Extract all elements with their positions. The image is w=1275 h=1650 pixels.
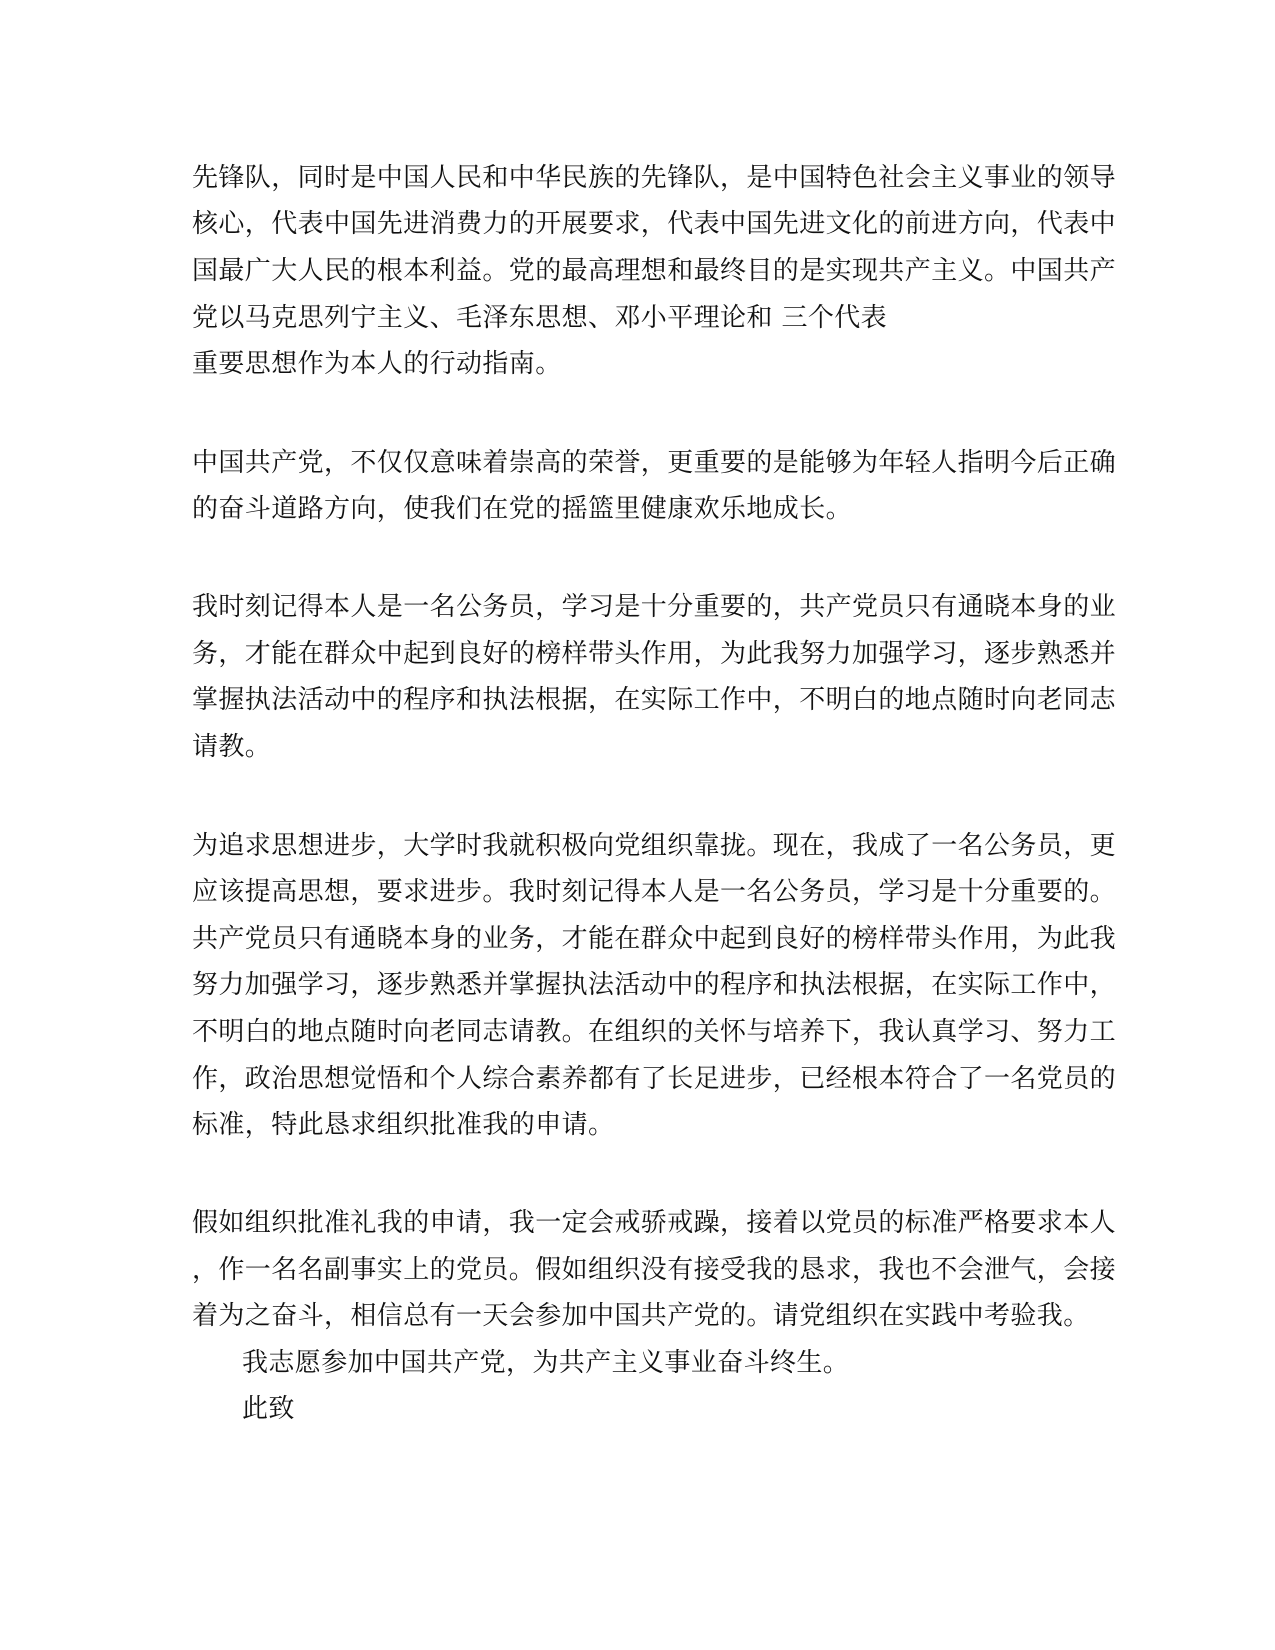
paragraph-1-line-1: 先锋队，同时是中国人民和中华民族的先锋队，是中国特色社会主义事业的领导 [192, 163, 1117, 193]
paragraph-3-line-2: 务，才能在群众中起到良好的榜样带头作用，为此我努力加强学习，逐步熟悉并 [192, 639, 1117, 669]
paragraph-3-line-3: 掌握执法活动中的程序和执法根据，在实际工作中，不明白的地点随时向老同志 [192, 685, 1117, 715]
paragraph-4-line-2: 应该提高思想，要求进步。我时刻记得本人是一名公务员，学习是十分重要的。 [192, 877, 1117, 907]
closing-salutation: 此致 [242, 1394, 295, 1424]
paragraph-4-line-1: 为追求思想进步，大学时我就积极向党组织靠拢。现在，我成了一名公务员，更 [192, 831, 1117, 861]
paragraph-1-line-2: 核心，代表中国先进消费力的开展要求，代表中国先进文化的前进方向，代表中 [192, 209, 1117, 239]
paragraph-5-line-2: ，作一名名副事实上的党员。假如组织没有接受我的恳求，我也不会泄气，会接 [192, 1255, 1117, 1285]
paragraph-4-line-4: 努力加强学习，逐步熟悉并掌握执法活动中的程序和执法根据，在实际工作中， [192, 970, 1117, 1000]
paragraph-4-line-6: 作，政治思想觉悟和个人综合素养都有了长足进步，已经根本符合了一名党员的 [192, 1064, 1117, 1094]
paragraph-4-line-5: 不明白的地点随时向老同志请教。在组织的关怀与培养下，我认真学习、努力工 [192, 1017, 1117, 1047]
paragraph-4-line-7: 标准，特此恳求组织批准我的申请。 [192, 1110, 615, 1140]
paragraph-5-line-3: 着为之奋斗，相信总有一天会参加中国共产党的。请党组织在实践中考验我。 [192, 1301, 1090, 1331]
paragraph-1-line-3: 国最广大人民的根本利益。党的最高理想和最终目的是实现共产主义。中国共产 [192, 256, 1117, 286]
paragraph-3-line-4: 请教。 [192, 732, 272, 762]
paragraph-5-line-1: 假如组织批准礼我的申请，我一定会戒骄戒躁，接着以党员的标准严格要求本人 [192, 1208, 1117, 1238]
closing-pledge: 我志愿参加中国共产党，为共产主义事业奋斗终生。 [242, 1348, 850, 1378]
paragraph-3-line-1: 我时刻记得本人是一名公务员，学习是十分重要的，共产党员只有通晓本身的业 [192, 592, 1117, 622]
paragraph-2-line-1: 中国共产党，不仅仅意味着崇高的荣誉，更重要的是能够为年轻人指明今后正确 [192, 448, 1117, 478]
paragraph-1-line-4: 党以马克思列宁主义、毛泽东思想、邓小平理论和 三个代表 [192, 303, 888, 333]
paragraph-2-line-2: 的奋斗道路方向，使我们在党的摇篮里健康欢乐地成长。 [192, 494, 853, 524]
paragraph-4-line-3: 共产党员只有通晓本身的业务，才能在群众中起到良好的榜样带头作用，为此我 [192, 924, 1117, 954]
paragraph-1-line-5: 重要思想作为本人的行动指南。 [192, 349, 562, 379]
